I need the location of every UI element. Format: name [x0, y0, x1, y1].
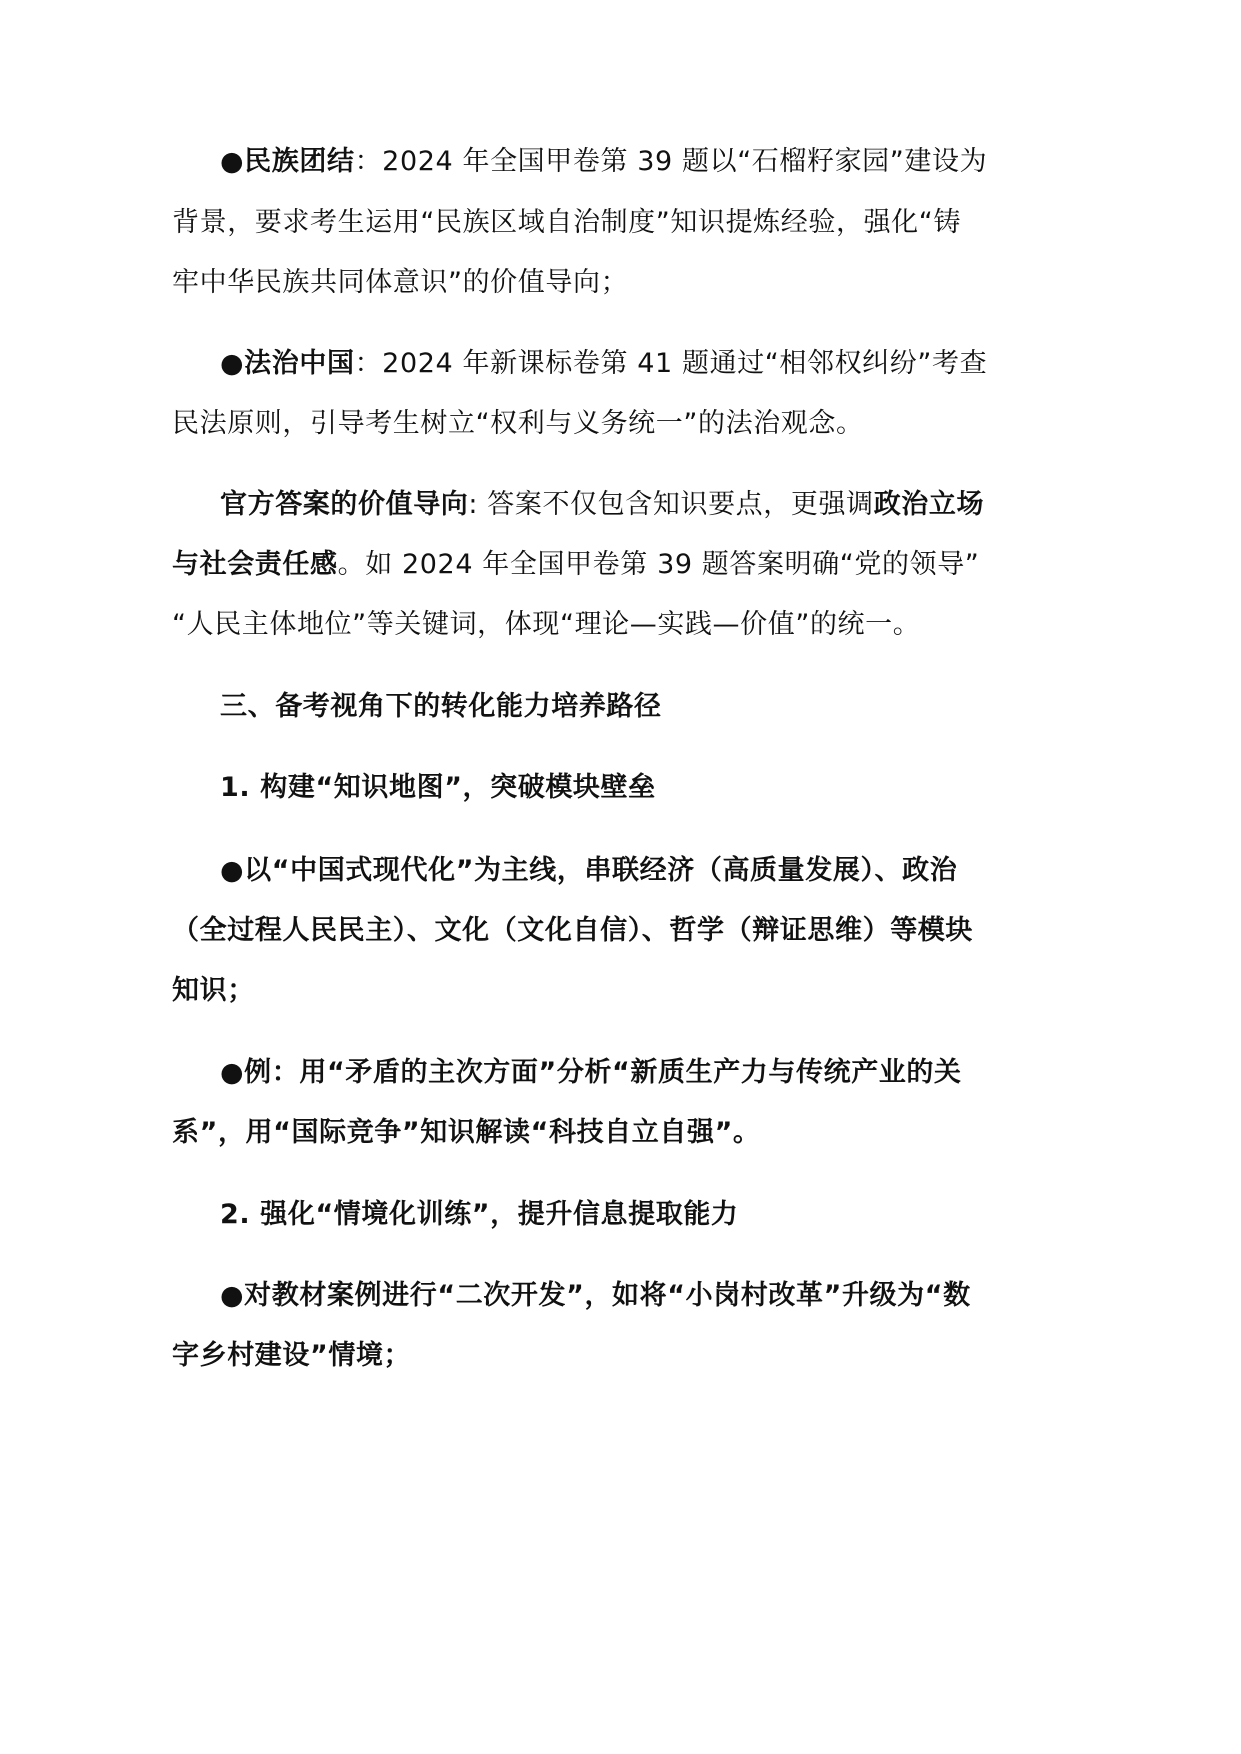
- para-example-line1: [0, 1053, 1241, 1093]
- para-ethnic-unity-line2: [0, 203, 1241, 243]
- section-heading: [0, 687, 1241, 727]
- para-modernization-line2: [0, 911, 1241, 951]
- para-rule-of-law-line2: [0, 404, 1241, 444]
- para-label: 民族团结: [244, 146, 355, 177]
- subsection-heading-text: 2. 强化“情境化训练”，提升信息提取能力: [220, 1199, 739, 1230]
- para-official-answer-line2: [0, 545, 1241, 585]
- subsection-heading-1: [0, 768, 1241, 808]
- para-text: “人民主体地位”等关键词，体现“理论—实践—价值”的统一。: [172, 609, 921, 640]
- subsection-heading-2: [0, 1195, 1241, 1235]
- para-label: 官方答案的价值导向: [220, 489, 469, 520]
- bullet: ●: [220, 348, 245, 379]
- para-official-answer-line1: [0, 485, 1241, 525]
- para-official-answer-line3: [0, 605, 1241, 645]
- para-text: ：2024 年全国甲卷第 39 题以“石榴籽家园”建设为: [354, 146, 988, 177]
- para-text: （全过程人民民主）、文化（文化自信）、哲学（辩证思维）等模块: [172, 915, 973, 946]
- para-text: ●例：用“矛盾的主次方面”分析“新质生产力与传统产业的关: [220, 1057, 962, 1088]
- para-text: : 答案不仅包含知识要点，更强调: [468, 489, 874, 520]
- bullet: ●: [220, 146, 245, 177]
- para-ethnic-unity-line3: [0, 263, 1241, 303]
- para-bold-text: 与社会责任感: [172, 549, 338, 580]
- para-text: 背景，要求考生运用“民族区域自治制度”知识提炼经验，强化“铸: [172, 207, 961, 238]
- section-heading-text: 三、备考视角下的转化能力培养路径: [220, 691, 662, 722]
- para-text: ●对教材案例进行“二次开发”，如将“小岗村改革”升级为“数: [220, 1280, 971, 1311]
- para-text: 。如 2024 年全国甲卷第 39 题答案明确“党的领导”: [337, 549, 980, 580]
- para-modernization-line1: [0, 851, 1241, 891]
- para-label: 法治中国: [244, 348, 355, 379]
- para-bold-text: 政治立场: [873, 489, 985, 520]
- para-rule-of-law-line1: [0, 344, 1241, 384]
- para-text: 系”，用“国际竞争”知识解读“科技自立自强”。: [172, 1117, 761, 1148]
- para-text: 知识；: [172, 975, 255, 1006]
- para-text: ●以“中国式现代化”为主线，串联经济（高质量发展）、政治: [220, 855, 958, 886]
- para-text: 民法原则，引导考生树立“权利与义务统一”的法治观念。: [172, 408, 864, 439]
- subsection-heading-text: 1. 构建“知识地图”，突破模块壁垒: [220, 772, 656, 803]
- para-modernization-line3: [0, 971, 1241, 1011]
- para-text: 牢中华民族共同体意识”的价值导向；: [172, 267, 629, 298]
- para-textbook-line1: [0, 1276, 1241, 1316]
- para-text: ：2024 年新课标卷第 41 题通过“相邻权纠纷”考查: [354, 348, 988, 379]
- para-ethnic-unity-line1: [0, 142, 1241, 182]
- para-example-line2: [0, 1113, 1241, 1153]
- para-textbook-line2: [0, 1336, 1241, 1376]
- para-text: 字乡村建设”情境；: [172, 1340, 412, 1371]
